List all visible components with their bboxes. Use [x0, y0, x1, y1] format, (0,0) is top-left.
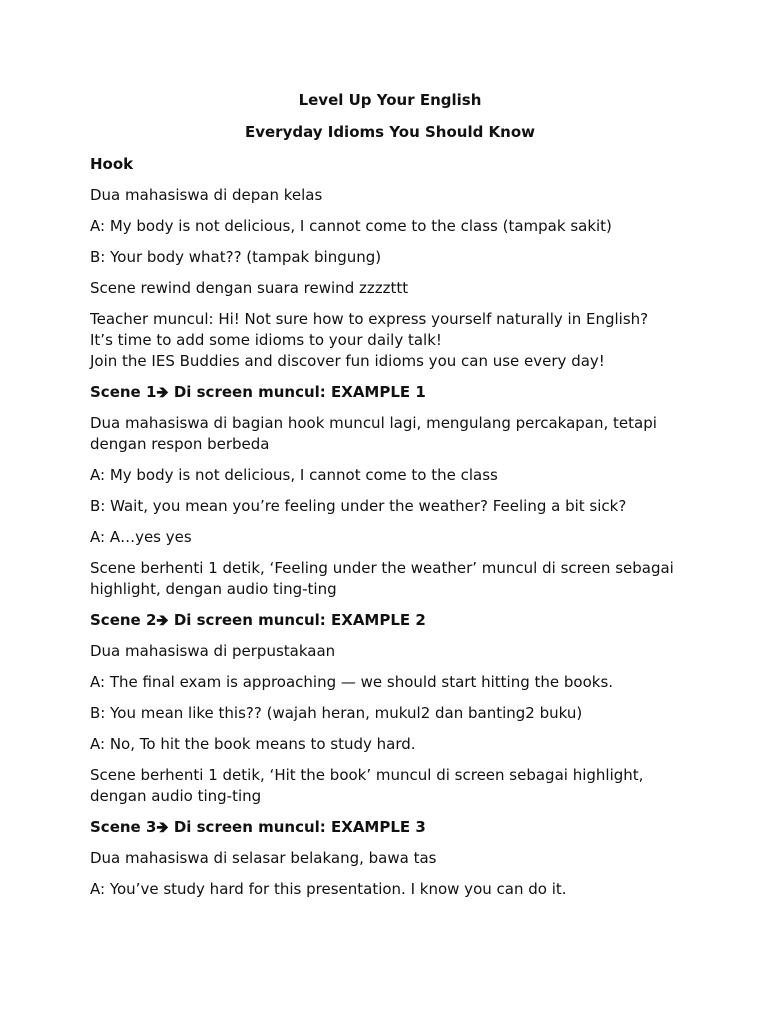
scene-2-line: A: No, To hit the book means to study hard. [90, 735, 416, 753]
scene-3-heading [90, 817, 690, 838]
hook-line: Dua mahasiswa di depan kelas [90, 186, 323, 204]
scene-1-text: Di screen muncul: EXAMPLE 1 [173, 383, 426, 401]
arrow-right-icon: 🡺 [156, 818, 169, 836]
arrow-right-icon: 🡺 [156, 611, 169, 629]
hook-line: B: Your body what?? (tampak bingung) [90, 248, 382, 266]
document-subtitle: Everyday Idioms You Should Know [244, 123, 536, 141]
scene-1-heading [90, 382, 690, 403]
scene-1-line: A: My body is not delicious, I cannot come to the class [90, 466, 498, 484]
hook-line: A: My body is not delicious, I cannot come to the class (tampak sakit) [90, 217, 612, 235]
scene-2-line: A: The final exam is approaching — we should start hitting the books. [90, 673, 614, 691]
scene-2-label: Scene 2 [90, 611, 157, 629]
scene-2-heading [90, 610, 690, 631]
scene-1-line: Dua mahasiswa di bagian hook muncul lagi, mengulang percakapan, tetapi dengan respon berbeda [90, 414, 657, 453]
scene-3-label: Scene 3 [90, 818, 157, 836]
teacher-line: Teacher muncul: Hi! Not sure how to express yourself naturally in English? [90, 310, 649, 328]
document-body [90, 90, 690, 910]
scene-3-text: Di screen muncul: EXAMPLE 3 [173, 818, 426, 836]
teacher-paragraph [90, 309, 690, 372]
scene-3-line: Dua mahasiswa di selasar belakang, bawa tas [90, 849, 437, 867]
scene-1-label: Scene 1 [90, 383, 157, 401]
scene-2-line: B: You mean like this?? (wajah heran, mukul2 dan banting2 buku) [90, 704, 583, 722]
hook-line: Scene rewind dengan suara rewind zzzzttt [90, 279, 409, 297]
scene-2-text: Di screen muncul: EXAMPLE 2 [173, 611, 426, 629]
teacher-line: Join the IES Buddies and discover fun idioms you can use every day! [90, 352, 605, 370]
scene-3-line: A: You’ve study hard for this presentation. I know you can do it. [90, 880, 567, 898]
scene-1-line: A: A…yes yes [90, 528, 192, 546]
scene-2-line: Dua mahasiswa di perpustakaan [90, 642, 336, 660]
scene-1-line: B: Wait, you mean you’re feeling under the weather? Feeling a bit sick? [90, 497, 627, 515]
scene-2-line: Scene berhenti 1 detik, ‘Hit the book’ muncul di screen sebagai highlight, dengan audio ting-ting [90, 766, 644, 805]
teacher-line: It’s time to add some idioms to your daily talk! [90, 331, 442, 349]
scene-1-line: Scene berhenti 1 detik, ‘Feeling under the weather’ muncul di screen sebagai highlight, dengan audio ting-ting [90, 559, 674, 598]
arrow-right-icon: 🡺 [156, 383, 169, 401]
hook-heading: Hook [90, 155, 134, 173]
document-title: Level Up Your English [298, 91, 482, 109]
